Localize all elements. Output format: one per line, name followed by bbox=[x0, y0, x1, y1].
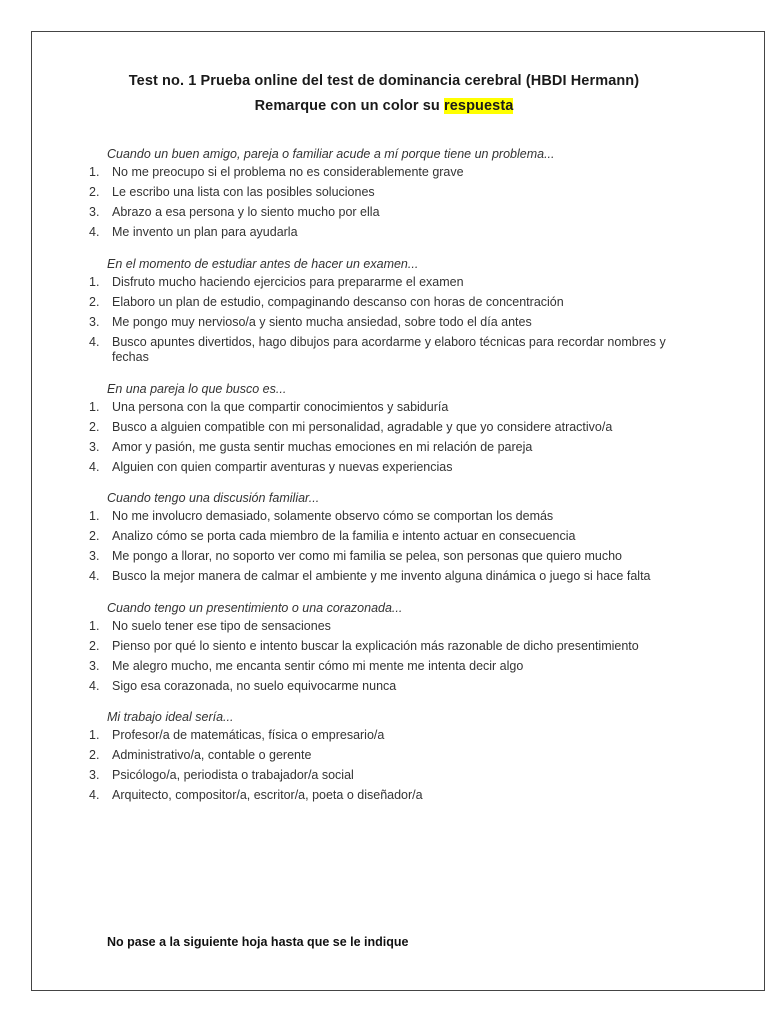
option-text: Analizo cómo se porta cada miembro de la familia e intento actuar en consecuencia bbox=[112, 529, 576, 543]
answer-option[interactable] bbox=[86, 295, 686, 311]
option-text: Sigo esa corazonada, no suelo equivocarme nunca bbox=[112, 678, 397, 693]
option-text: Administrativo/a, contable o gerente bbox=[112, 748, 312, 762]
option-number: 4. bbox=[89, 459, 100, 474]
answer-option[interactable] bbox=[86, 420, 686, 436]
question-prompt: Cuando tengo una discusión familiar... bbox=[107, 491, 320, 505]
answer-list bbox=[86, 275, 686, 366]
option-text: Pienso por qué lo siento e intento buscar la explicación más razonable de dicho presentimiento bbox=[112, 638, 639, 653]
option-text: Me invento un plan para ayudarla bbox=[112, 225, 298, 239]
answer-option[interactable] bbox=[86, 225, 686, 241]
answer-option[interactable] bbox=[86, 748, 686, 764]
page-title: Test no. 1 Prueba online del test de dominancia cerebral (HBDI Hermann) bbox=[128, 73, 640, 89]
answer-option[interactable] bbox=[86, 440, 686, 456]
option-number: 4. bbox=[89, 225, 100, 239]
option-text: Arquitecto, compositor/a, escritor/a, poeta o diseñador/a bbox=[112, 788, 423, 802]
question-prompt: En el momento de estudiar antes de hacer un examen... bbox=[107, 256, 419, 271]
option-text: Busco la mejor manera de calmar el ambiente y me invento alguna dinámica o juego si hace falta bbox=[112, 569, 651, 583]
answer-option[interactable] bbox=[86, 185, 686, 201]
option-text: Me pongo muy nervioso/a y siento mucha ansiedad, sobre todo el día antes bbox=[112, 314, 532, 329]
option-number: 2. bbox=[89, 529, 100, 543]
option-text: Una persona con la que compartir conocimientos y sabiduría bbox=[112, 399, 449, 414]
option-number: 2. bbox=[89, 294, 100, 309]
answer-option[interactable] bbox=[86, 639, 686, 655]
option-number: 3. bbox=[89, 314, 100, 329]
footer-note: No pase a la siguiente hoja hasta que se le indique bbox=[107, 935, 409, 949]
option-number: 1. bbox=[89, 509, 100, 523]
answer-option[interactable] bbox=[86, 335, 686, 366]
option-number: 4. bbox=[89, 569, 100, 583]
option-number: 1. bbox=[89, 399, 100, 414]
answer-option[interactable] bbox=[86, 549, 686, 565]
option-number: 1. bbox=[89, 618, 100, 633]
answer-list bbox=[86, 400, 686, 476]
answer-option[interactable] bbox=[86, 659, 686, 675]
answer-option[interactable] bbox=[86, 275, 686, 291]
option-text: Busco a alguien compatible con mi personalidad, agradable y que yo considere atractivo/a bbox=[112, 419, 613, 434]
question-section bbox=[86, 256, 686, 366]
answer-option[interactable] bbox=[86, 619, 686, 635]
question-prompt: En una pareja lo que busco es... bbox=[107, 381, 287, 396]
option-number: 3. bbox=[89, 768, 100, 782]
answer-option[interactable] bbox=[86, 165, 686, 181]
question-section bbox=[86, 490, 686, 585]
option-number: 3. bbox=[89, 205, 100, 219]
question-section bbox=[86, 600, 686, 695]
page-subtitle bbox=[0, 98, 768, 114]
option-text: No me involucro demasiado, solamente observo cómo se comportan los demás bbox=[112, 509, 554, 523]
answer-option[interactable] bbox=[86, 679, 686, 695]
question-section bbox=[86, 709, 686, 804]
answer-option[interactable] bbox=[86, 509, 686, 525]
answer-list bbox=[86, 619, 686, 695]
option-text: No me preocupo si el problema no es considerablemente grave bbox=[112, 165, 464, 179]
option-number: 2. bbox=[89, 748, 100, 762]
option-text: No suelo tener ese tipo de sensaciones bbox=[112, 618, 331, 633]
answer-option[interactable] bbox=[86, 768, 686, 784]
option-text: Busco apuntes divertidos, hago dibujos para acordarme y elaboro técnicas para recordar nombres y fechas bbox=[112, 334, 666, 364]
answer-option[interactable] bbox=[86, 460, 686, 476]
option-text: Alguien con quien compartir aventuras y nuevas experiencias bbox=[112, 459, 453, 474]
answer-list bbox=[86, 165, 686, 241]
option-text: Psicólogo/a, periodista o trabajador/a social bbox=[112, 768, 354, 782]
answer-option[interactable] bbox=[86, 400, 686, 416]
option-text: Le escribo una lista con las posibles soluciones bbox=[112, 185, 375, 199]
question-prompt: Mi trabajo ideal sería... bbox=[107, 710, 234, 724]
option-number: 1. bbox=[89, 728, 100, 742]
questionnaire bbox=[86, 146, 686, 819]
option-number: 4. bbox=[89, 788, 100, 802]
answer-list bbox=[86, 728, 686, 804]
option-number: 2. bbox=[89, 638, 100, 653]
option-text: Me pongo a llorar, no soporto ver como mi familia se pelea, son personas que quiero mucho bbox=[112, 549, 623, 563]
option-text: Disfruto mucho haciendo ejercicios para prepararme el examen bbox=[112, 274, 464, 289]
option-number: 2. bbox=[89, 419, 100, 434]
question-prompt: Cuando un buen amigo, pareja o familiar acude a mí porque tiene un problema... bbox=[107, 147, 555, 161]
option-text: Amor y pasión, me gusta sentir muchas emociones en mi relación de pareja bbox=[112, 439, 533, 454]
answer-option[interactable] bbox=[86, 315, 686, 331]
option-number: 3. bbox=[89, 549, 100, 563]
option-number: 3. bbox=[89, 658, 100, 673]
question-section bbox=[86, 381, 686, 476]
answer-option[interactable] bbox=[86, 788, 686, 804]
answer-option[interactable] bbox=[86, 205, 686, 221]
answer-option[interactable] bbox=[86, 529, 686, 545]
option-number: 3. bbox=[89, 439, 100, 454]
question-section bbox=[86, 146, 686, 241]
option-number: 1. bbox=[89, 274, 100, 289]
option-text: Elaboro un plan de estudio, compaginando descanso con horas de concentración bbox=[112, 294, 564, 309]
option-text: Abrazo a esa persona y lo siento mucho por ella bbox=[112, 205, 380, 219]
option-number: 4. bbox=[89, 334, 100, 349]
subtitle-highlight: respuesta bbox=[444, 98, 514, 114]
question-prompt: Cuando tengo un presentimiento o una corazonada... bbox=[107, 600, 403, 615]
option-text: Profesor/a de matemáticas, física o empresario/a bbox=[112, 728, 385, 742]
subtitle-prefix: Remarque con un color su bbox=[254, 98, 444, 114]
answer-list bbox=[86, 509, 686, 585]
option-number: 1. bbox=[89, 165, 100, 179]
answer-option[interactable] bbox=[86, 569, 686, 585]
option-number: 4. bbox=[89, 678, 100, 693]
option-number: 2. bbox=[89, 185, 100, 199]
option-text: Me alegro mucho, me encanta sentir cómo mi mente me intenta decir algo bbox=[112, 658, 524, 673]
answer-option[interactable] bbox=[86, 728, 686, 744]
